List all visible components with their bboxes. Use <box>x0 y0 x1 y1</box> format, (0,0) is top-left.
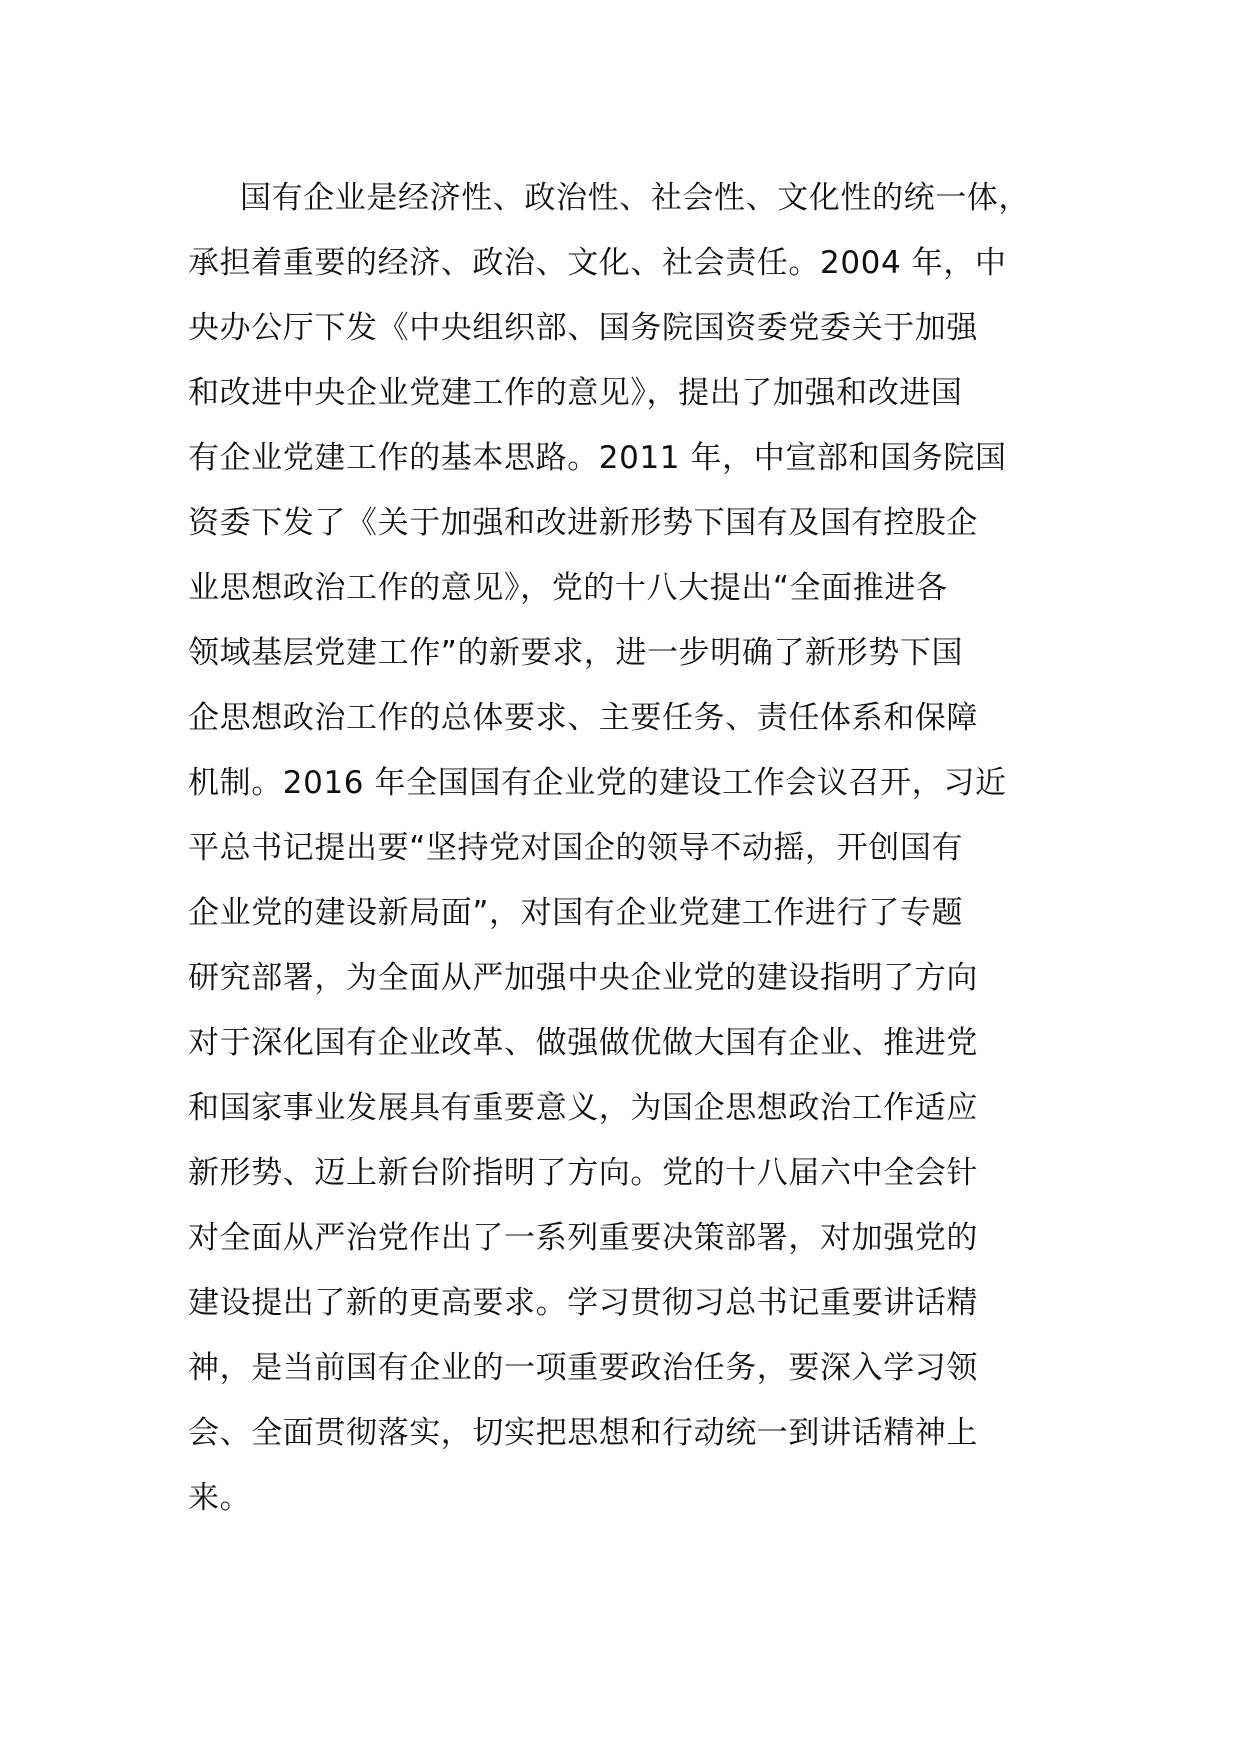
paragraph-line: 平总书记提出要“坚持党对国企的领导不动摇，开创国有 <box>188 830 964 866</box>
paragraph-line: 有企业党建工作的基本思路。2011 年，中宣部和国务院国 <box>188 440 1007 476</box>
paragraph-line: 业思想政治工作的意见》，党的十八大提出“全面推进各 <box>188 570 948 606</box>
paragraph-line: 对于深化国有企业改革、做强做优做大国有企业、推进党 <box>188 1025 978 1061</box>
paragraph-line: 和改进中央企业党建工作的意见》，提出了加强和改进国 <box>188 375 963 411</box>
paragraph-line: 央办公厅下发《中央组织部、国务院国资委党委关于加强 <box>188 310 978 346</box>
paragraph-line: 领域基层党建工作”的新要求，进一步明确了新形势下国 <box>188 635 964 671</box>
paragraph-line: 研究部署，为全面从严加强中央企业党的建设指明了方向 <box>188 960 978 996</box>
paragraph-line: 会、全面贯彻落实，切实把思想和行动统一到讲话精神上 <box>188 1415 978 1451</box>
paragraph-line: 对全面从严治党作出了一系列重要决策部署，对加强党的 <box>188 1220 978 1256</box>
paragraph-line: 新形势、迈上新台阶指明了方向。党的十八届六中全会针 <box>188 1155 978 1191</box>
paragraph-line: 来。 <box>188 1480 252 1516</box>
paragraph-line: 神，是当前国有企业的一项重要政治任务，要深入学习领 <box>188 1350 978 1386</box>
paragraph-line: 企思想政治工作的总体要求、主要任务、责任体系和保障 <box>188 700 978 736</box>
paragraph-line: 建设提出了新的更高要求。学习贯彻习总书记重要讲话精 <box>188 1285 978 1321</box>
paragraph-line: 国有企业是经济性、政治性、社会性、文化性的统一体， <box>240 180 1030 216</box>
paragraph-line: 机制。2016 年全国国有企业党的建设工作会议召开，习近 <box>188 765 1007 801</box>
paragraph-line: 企业党的建设新局面”，对国有企业党建工作进行了专题 <box>188 895 964 931</box>
paragraph-line: 和国家事业发展具有重要意义，为国企思想政治工作适应 <box>188 1090 978 1126</box>
paragraph-line: 资委下发了《关于加强和改进新形势下国有及国有控股企 <box>188 505 978 541</box>
paragraph-line: 承担着重要的经济、政治、文化、社会责任。2004 年，中 <box>188 245 1007 281</box>
